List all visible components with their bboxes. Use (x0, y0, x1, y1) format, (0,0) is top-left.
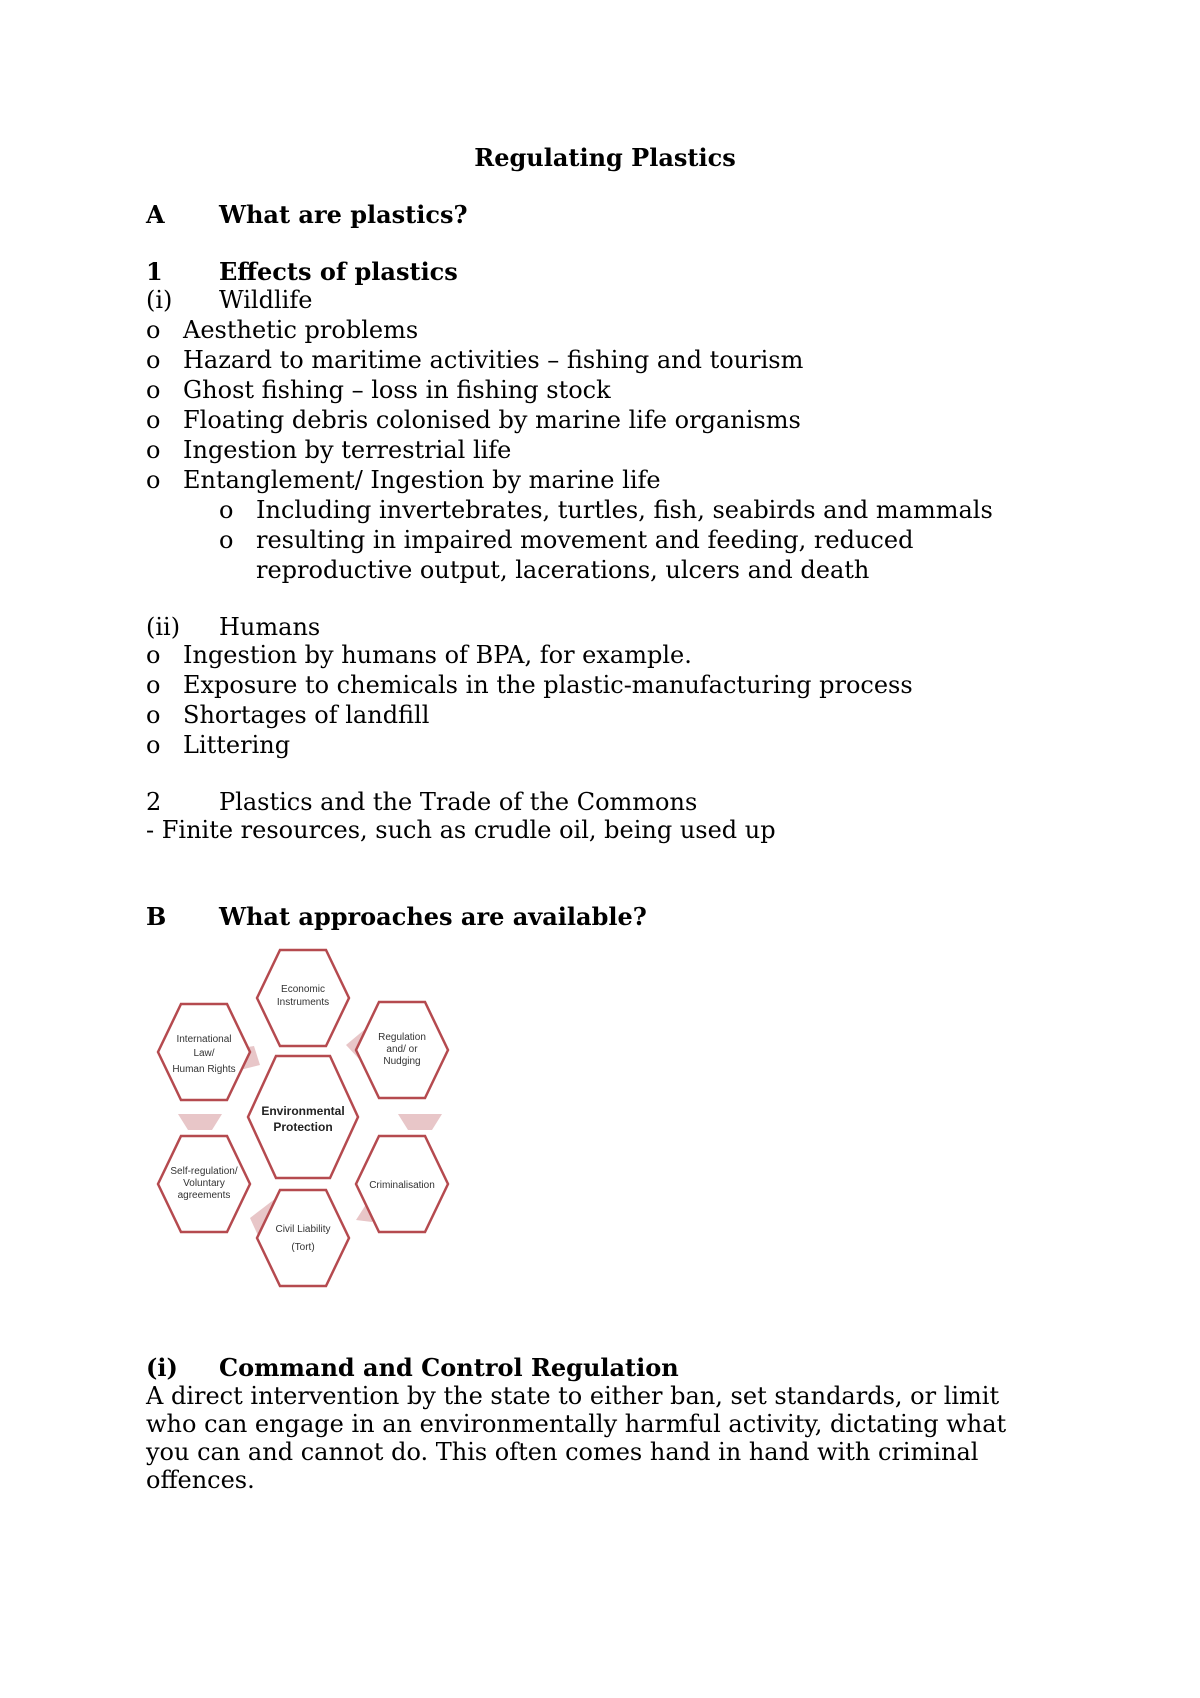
humans-heading: Humans (219, 613, 321, 641)
hex-label-center: Environmental (261, 1104, 345, 1118)
command-control-text-line: who can engage in an environmentally harmful activity, dictating what (146, 1410, 1007, 1438)
bullet-marker: o (146, 436, 161, 464)
command-control-number: (i) (146, 1353, 178, 1382)
hex-label-economic: Instruments (276, 997, 330, 1008)
wildlife-item: Ingestion by terrestrial life (183, 436, 512, 464)
section-b-heading: What approaches are available? (219, 902, 647, 931)
command-control-text-line: you can and cannot do. This often comes hand in hand with criminal (146, 1438, 979, 1466)
wildlife-item: Entanglement/ Ingestion by marine life (183, 466, 661, 494)
hex-label-selfreg: Self-regulation/ (170, 1166, 238, 1177)
connector-selfreg-intlaw (178, 1114, 222, 1130)
bullet-marker: o (146, 316, 161, 344)
wildlife-item: Hazard to maritime activities – fishing and tourism (183, 346, 804, 374)
effects-number: 1 (146, 257, 163, 286)
document-title: Regulating Plastics (474, 143, 736, 172)
bullet-marker: o (146, 701, 161, 729)
hex-label-civil: Civil Liability (275, 1224, 331, 1235)
hex-label-intlaw: International (176, 1034, 232, 1045)
command-control-text-line: offences. (146, 1466, 255, 1494)
approaches-diagram (150, 940, 510, 1310)
bullet-marker: o (146, 406, 161, 434)
wildlife-number: (i) (146, 286, 173, 314)
command-control-heading: Command and Control Regulation (219, 1353, 679, 1382)
humans-item: Littering (183, 731, 291, 759)
wildlife-item: Aesthetic problems (183, 316, 419, 344)
wildlife-heading: Wildlife (219, 286, 313, 314)
wildlife-item: Ghost fishing – loss in fishing stock (183, 376, 611, 404)
hex-label-center: Protection (273, 1120, 333, 1134)
connector-regulation-criminalisation (398, 1114, 442, 1130)
hex-label-intlaw: Law/ (193, 1048, 215, 1059)
hex-label-economic: Economic (281, 984, 325, 995)
bullet-marker: o (146, 376, 161, 404)
effects-heading: Effects of plastics (219, 257, 458, 286)
trade-commons-number: 2 (146, 788, 162, 816)
bullet-marker: o (146, 641, 161, 669)
trade-commons-note: - Finite resources, such as crudle oil, being used up (146, 816, 776, 844)
hex-label-selfreg: Voluntary (183, 1178, 225, 1189)
sub-bullet-marker: o (219, 496, 234, 524)
hex-label-criminalisation: Criminalisation (369, 1180, 435, 1191)
trade-commons-heading: Plastics and the Trade of the Commons (219, 788, 698, 816)
bullet-marker: o (146, 671, 161, 699)
hex-label-civil: (Tort) (291, 1242, 315, 1253)
hex-label-intlaw: Human Rights (172, 1064, 236, 1075)
humans-number: (ii) (146, 613, 181, 641)
section-b-number: B (146, 902, 167, 931)
hex-label-regulation: and/ or (386, 1044, 418, 1055)
command-control-text-line: A direct intervention by the state to either ban, set standards, or limit (146, 1382, 1000, 1410)
bullet-marker: o (146, 731, 161, 759)
hex-label-regulation: Regulation (378, 1032, 426, 1043)
humans-item: Ingestion by humans of BPA, for example. (183, 641, 692, 669)
humans-item: Exposure to chemicals in the plastic-manufacturing process (183, 671, 913, 699)
section-a-heading: What are plastics? (219, 200, 468, 229)
wildlife-subitem: Including invertebrates, turtles, fish, seabirds and mammals (256, 496, 993, 524)
hex-label-regulation: Nudging (383, 1056, 421, 1067)
section-a-number: A (146, 200, 165, 229)
sub-bullet-marker: o (219, 526, 234, 554)
wildlife-subitem-continued: reproductive output, lacerations, ulcers and death (256, 556, 870, 584)
bullet-marker: o (146, 466, 161, 494)
humans-item: Shortages of landfill (183, 701, 430, 729)
hex-label-selfreg: agreements (177, 1190, 231, 1201)
wildlife-item: Floating debris colonised by marine life organisms (183, 406, 801, 434)
wildlife-subitem: resulting in impaired movement and feeding, reduced (256, 526, 914, 554)
bullet-marker: o (146, 346, 161, 374)
